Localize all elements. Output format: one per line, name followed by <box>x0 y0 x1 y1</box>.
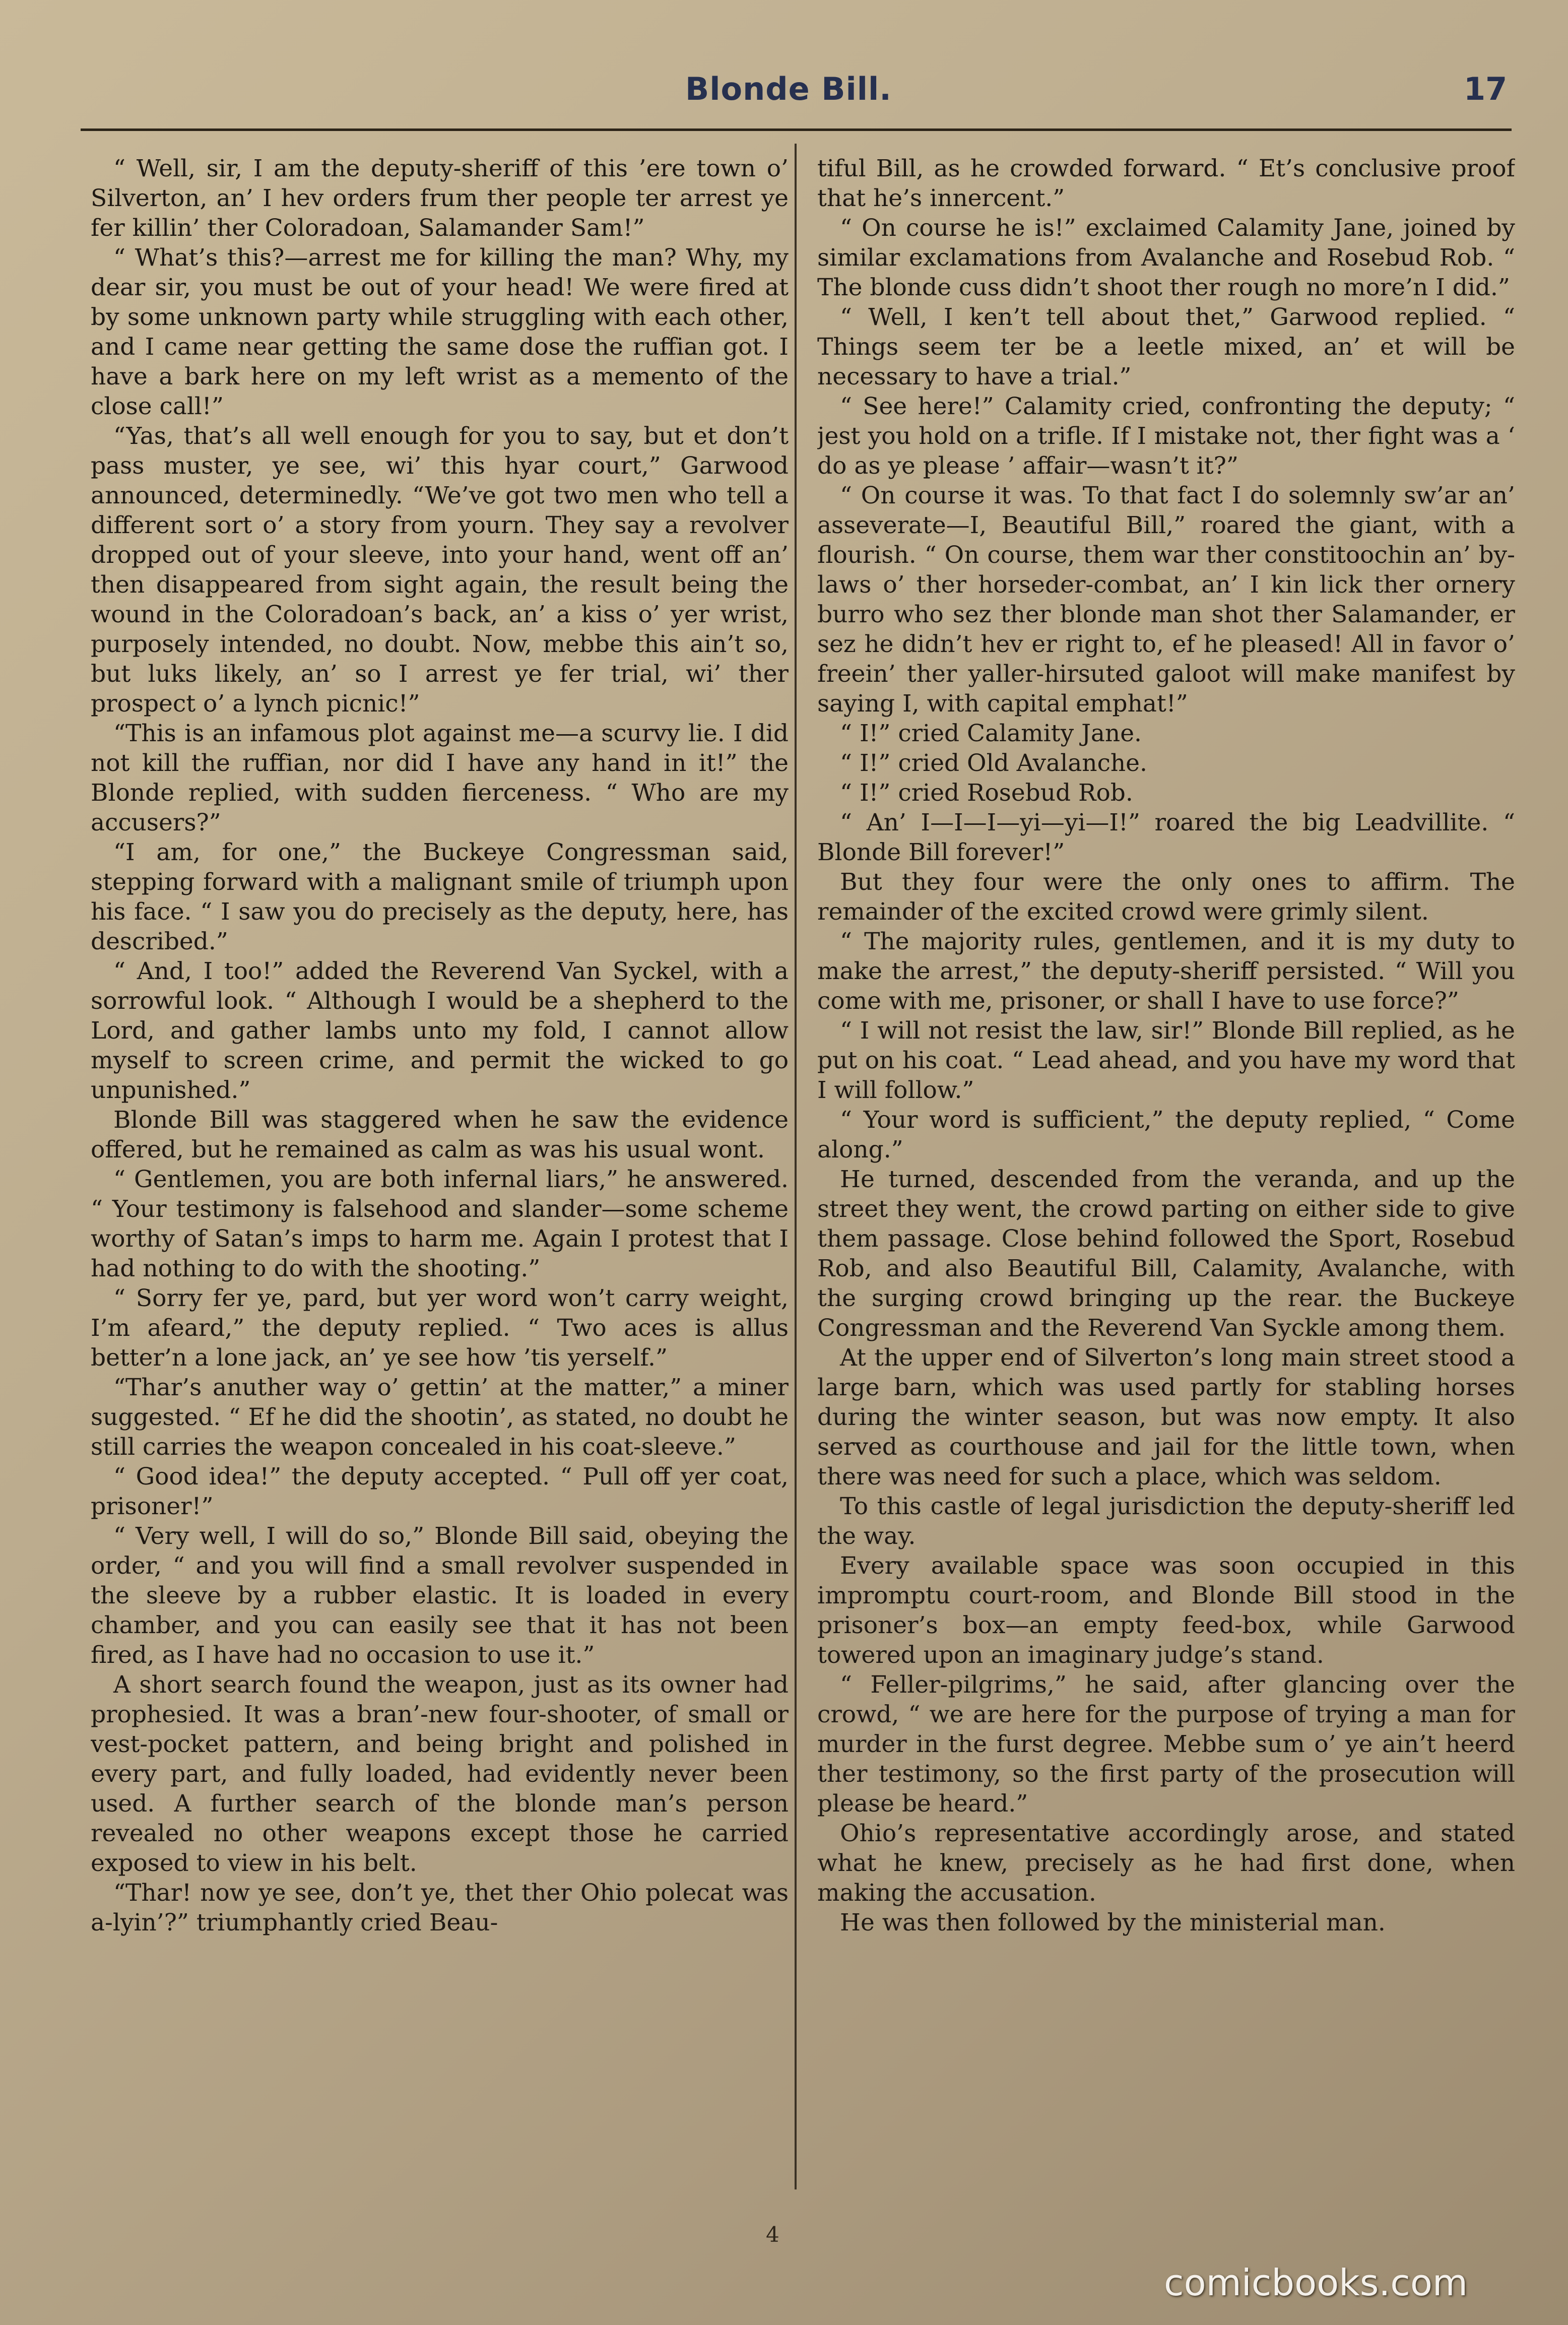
right-column <box>817 154 1515 2189</box>
paragraph: “ On course he is!” exclaimed Calamity Jane, joined by similar exclamations from Avalanche and Rosebud Rob. “ The blonde cuss didn’t shoot ther rough no more’n I did.” <box>817 214 1515 301</box>
paragraph: Every available space was soon occupied in this impromptu court-room, and Blonde Bill stood in the prisoner’s box—an empty feed-box, while Garwood towered upon an imaginary judge’s stand. <box>817 1552 1515 1669</box>
paragraph: “ An’ I—I—I—yi—yi—I!” roared the big Leadvillite. “ Blonde Bill forever!” <box>817 809 1515 866</box>
paragraph: “ And, I too!” added the Reverend Van Syckel, with a sorrowful look. “ Although I would be a shepherd to the Lord, and gather lambs unto my fold, I cannot allow myself to screen crime, and permit the wicked to go unpunished.” <box>91 957 789 1104</box>
paragraph: “Thar! now ye see, don’t ye, thet ther Ohio polecat was a-lyin’?” triumphantly cried Beau- <box>91 1879 789 1936</box>
paragraph: “ Well, I ken’t tell about thet,” Garwood replied. “ Things seem ter be a leetle mixed, an’ et will be necessary to have a trial.” <box>817 303 1515 391</box>
page-header <box>0 60 1568 116</box>
paragraph: Ohio’s representative accordingly arose, and stated what he knew, precisely as he had first done, when making the accusation. <box>817 1820 1515 1907</box>
paragraph: “ See here!” Calamity cried, confronting the deputy; “ jest you hold on a trifle. If I mistake not, ther fight was a ‘ do as ye please ’ affair—wasn’t it?” <box>817 393 1515 480</box>
paragraph: “Thar’s anuther way o’ gettin’ at the matter,” a miner suggested. “ Ef he did the shootin’, as stated, no doubt he still carries the weapon concealed in his coat-sleeve.” <box>91 1374 789 1461</box>
paragraph: He was then followed by the ministerial man. <box>840 1909 1386 1936</box>
paragraph: A short search found the weapon, just as its owner had prophesied. It was a bran’-new four-shooter, of small or vest-pocket pattern, and being bright and polished in every part, and fully loaded, had evidently never been used. A further search of the blonde man’s person revealed no other weapons except those he carried exposed to view in his belt. <box>91 1671 789 1877</box>
signature-mark: 4 <box>766 2222 779 2247</box>
paragraph: Blonde Bill was staggered when he saw the evidence offered, but he remained as calm as was his usual wont. <box>91 1106 789 1164</box>
paragraph: “ Your word is sufficient,” the deputy replied, “ Come along.” <box>817 1106 1515 1164</box>
paragraph: “ I!” cried Old Avalanche. <box>840 749 1147 777</box>
paragraph: “This is an infamous plot against me—a scurvy lie. I did not kill the ruffian, nor did I have any hand in it!” the Blonde replied, with sudden fierceness. “ Who are my accusers?” <box>91 720 789 836</box>
paragraph: To this castle of legal jurisdiction the deputy-sheriff led the way. <box>817 1493 1515 1550</box>
page-number: 17 <box>1464 71 1508 107</box>
paragraph: “ Well, sir, I am the deputy-sheriff of this ’ere town o’ Silverton, an’ I hev orders frum ther people ter arrest ye fer killin’ ther Coloradoan, Salamander Sam!” <box>91 155 789 242</box>
paragraph: “ Very well, I will do so,” Blonde Bill said, obeying the order, “ and you will find a small revolver suspended in the sleeve by a rubber elastic. It is loaded in every chamber, and you can easily see that it has not been fired, as I have had no occasion to use it.” <box>91 1522 789 1669</box>
paragraph: tiful Bill, as he crowded forward. “ Et’s conclusive proof that he’s innercent.” <box>817 155 1515 212</box>
column-divider <box>795 144 797 2189</box>
paragraph: “ Feller-pilgrims,” he said, after glancing over the crowd, “ we are here for the purpose of trying a man for murder in the furst degree. Mebbe sum o’ ye ain’t heerd ther testimony, so the first party of the prosecution will please be heard.” <box>817 1671 1515 1818</box>
paragraph: “ I!” cried Rosebud Rob. <box>840 779 1133 807</box>
paragraph: “ What’s this?—arrest me for killing the man? Why, my dear sir, you must be out of your head! We were fired at by some unknown party while struggling with each other, and I came near getting the same dose the ruffian got. I have a bark here on my left wrist as a memento of the close call!” <box>91 244 789 420</box>
paragraph: “ Good idea!” the deputy accepted. “ Pull off yer coat, prisoner!” <box>91 1463 789 1520</box>
paragraph: “Yas, that’s all well enough for you to say, but et don’t pass muster, ye see, wi’ this hyar court,” Garwood announced, determinedly. “We’ve got two men who tell a different sort o’ a story from yourn. They say a revolver dropped out of your sleeve, into your hand, went off an’ then disappeared from sight again, the result being the wound in the Coloradoan’s back, an’ a kiss o’ yer wrist, purposely intended, no doubt. Now, mebbe this ain’t so, but luks likely, an’ so I arrest ye fer trial, wi’ ther prospect o’ a lynch picnic!” <box>91 422 789 718</box>
paragraph: At the upper end of Silverton’s long main street stood a large barn, which was used partly for stabling horses during the winter season, but was now empty. It also served as courthouse and jail for the little town, when there was need for such a place, which was seldom. <box>817 1344 1515 1491</box>
paragraph: “ Gentlemen, you are both infernal liars,” he answered. “ Your testimony is falsehood and slander—some scheme worthy of Satan’s imps to harm me. Again I protest that I had nothing to do with the shooting.” <box>91 1166 789 1282</box>
left-column <box>91 154 789 2189</box>
paragraph: “ The majority rules, gentlemen, and it is my duty to make the arrest,” the deputy-sheriff persisted. “ Will you come with me, prisoner, or shall I have to use force?” <box>817 928 1515 1015</box>
paragraph: “ I will not resist the law, sir!” Blonde Bill replied, as he put on his coat. “ Lead ahead, and you have my word that I will follow.” <box>817 1017 1515 1104</box>
header-rule <box>81 128 1512 131</box>
paragraph: “ Sorry fer ye, pard, but yer word won’t carry weight, I’m afeard,” the deputy replied. “ Two aces is allus better’n a lone jack, an’ ye see how ’tis yerself.” <box>91 1284 789 1372</box>
running-title: Blonde Bill. <box>685 71 892 107</box>
paragraph: “I am, for one,” the Buckeye Congressman said, stepping forward with a malignant smile of triumph upon his face. “ I saw you do precisely as the deputy, here, has described.” <box>91 838 789 955</box>
paragraph: “ I!” cried Calamity Jane. <box>840 720 1142 747</box>
paragraph: But they four were the only ones to affirm. The remainder of the excited crowd were grimly silent. <box>817 868 1515 926</box>
paragraph: He turned, descended from the veranda, and up the street they went, the crowd parting on either side to give them passage. Close behind followed the Sport, Rosebud Rob, and also Beautiful Bill, Calamity, Avalanche, with the surging crowd bringing up the rear. the Buckeye Congressman and the Reverend Van Syckle among them. <box>817 1166 1515 1342</box>
watermark: comicbooks.com <box>1164 2262 1468 2304</box>
paragraph: “ On course it was. To that fact I do solemnly sw’ar an’ asseverate—I, Beautiful Bill,” roared the giant, with a flourish. “ On course, them war ther constitoochin an’ by-laws o’ ther horseder-combat, an’ I kin lick ther ornery burro who sez ther blonde man shot ther Salamander, er sez he didn’t hev er right to, ef he pleased! All in favor o’ freein’ ther yaller-hirsuted galoot will make manifest by saying I, with capital emphat!” <box>817 482 1515 718</box>
